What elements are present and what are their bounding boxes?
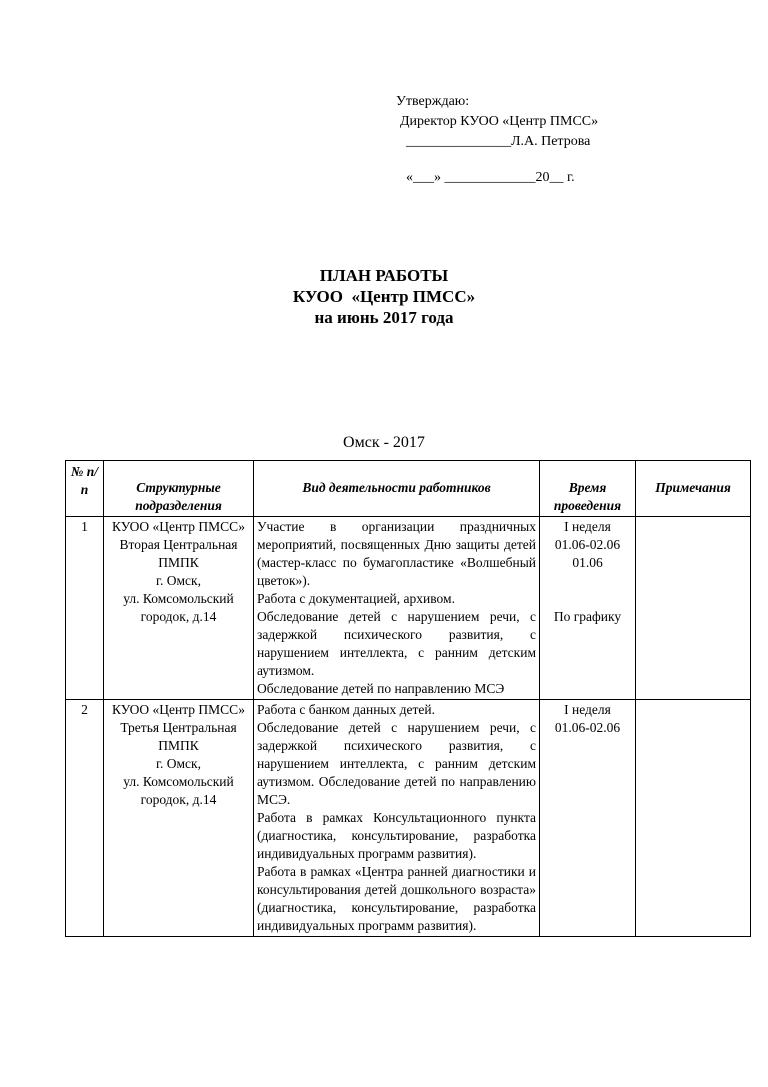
unit-line: КУОО «Центр ПМСС» — [112, 519, 245, 534]
header-num: № п/п — [66, 461, 104, 517]
title-line-1: ПЛАН РАБОТЫ — [319, 266, 449, 285]
unit-line: ул. Комсомольский городок, д.14 — [123, 591, 234, 624]
header-notes: Примечания — [636, 461, 751, 517]
table-row — [66, 700, 751, 937]
time-line: 01.06 — [572, 555, 603, 570]
unit-line: г. Омск, — [156, 573, 201, 588]
header-unit: Структурные подразделения — [104, 461, 254, 517]
row-num: 2 — [66, 700, 104, 937]
activity-item: Работа в рамках «Центра ранней диагностики и консультирования детей дошкольного возраста» (диагностика, консультирование, разработка индивидуальных программ развития). — [257, 864, 536, 933]
title-line-3: на июнь 2017 года — [314, 308, 454, 327]
table-header-row — [66, 461, 751, 517]
activity-item: Участие в организации праздничных мероприятий, посвященных Дню защиты детей (мастер-класс по бумагопластике «Волшебный цветок»). — [257, 519, 536, 588]
row-num: 1 — [66, 517, 104, 700]
unit-line: Третья Центральная ПМПК — [120, 720, 237, 753]
work-plan-table — [65, 460, 751, 937]
activity-item: Обследование детей по направлению МСЭ — [257, 681, 505, 696]
approval-block — [396, 92, 598, 188]
row-unit — [104, 700, 254, 937]
unit-line: г. Омск, — [156, 756, 201, 771]
title-line-2: КУОО «Центр ПМСС» — [292, 287, 476, 306]
activity-item: Обследование детей с нарушением речи, с задержкой психического развития, с нарушением интеллекта, с ранним детским аутизмом. Обследование детей по направлению МСЭ. — [257, 720, 536, 807]
unit-line: КУОО «Центр ПМСС» — [112, 702, 245, 717]
time-line: I неделя — [564, 519, 611, 534]
activity-item: Работа с банком данных детей. — [257, 702, 435, 717]
time-gap — [543, 572, 632, 608]
activity-item: Работа в рамках Консультационного пункта (диагностика, консультирование, разработка индивидуальных программ развития). — [257, 810, 536, 861]
table-row — [66, 517, 751, 700]
unit-line: Вторая Центральная ПМПК — [119, 537, 238, 570]
row-time — [540, 517, 636, 700]
row-notes — [636, 517, 751, 700]
activity-item: Работа с документацией, архивом. — [257, 591, 455, 606]
row-unit — [104, 517, 254, 700]
header-time: Время проведения — [540, 461, 636, 517]
time-line: I неделя — [564, 702, 611, 717]
city-year: Омск - 2017 — [343, 434, 425, 451]
row-notes — [636, 700, 751, 937]
time-line: 01.06-02.06 — [554, 537, 621, 552]
approval-line-2: Директор КУОО «Центр ПМСС» — [400, 114, 599, 129]
row-activity — [254, 700, 540, 937]
row-activity — [254, 517, 540, 700]
header-activity: Вид деятельности работников — [254, 461, 540, 517]
row-time — [540, 700, 636, 937]
document-title — [0, 265, 768, 328]
activity-item: Обследование детей с нарушением речи, с задержкой психического развития, с нарушением интеллекта, с ранним детским аутизмом. — [257, 609, 536, 678]
approval-line-4: «___» _____________20__ г. — [406, 170, 575, 185]
approval-line-3: _______________Л.А. Петрова — [406, 134, 591, 149]
time-line: По графику — [553, 609, 622, 624]
approval-line-1: Утверждаю: — [396, 94, 470, 109]
unit-line: ул. Комсомольский городок, д.14 — [123, 774, 234, 807]
time-line: 01.06-02.06 — [554, 720, 621, 735]
